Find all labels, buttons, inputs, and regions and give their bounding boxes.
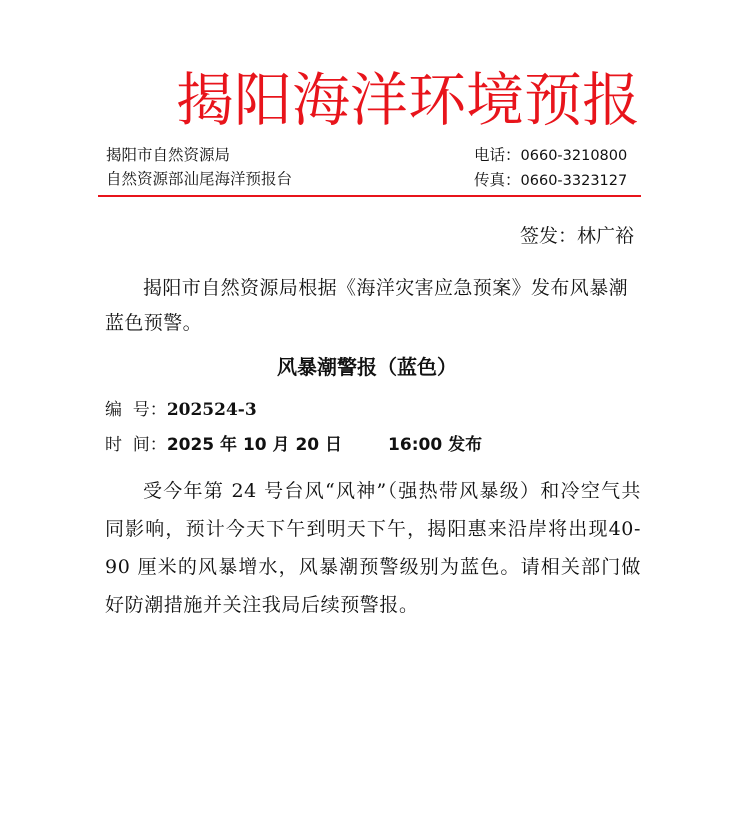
fax-row	[474, 168, 627, 193]
signer-line	[520, 222, 634, 250]
issuer-line-2: 自然资源部汕尾海洋预报台	[106, 170, 293, 188]
masthead-title: 揭阳海洋环境预报	[175, 66, 640, 134]
number-label: 编 号：	[105, 400, 167, 420]
issuer-block	[106, 143, 292, 191]
signer-label: 签发：	[519, 225, 577, 247]
bulletin-number-row	[105, 397, 257, 423]
bulletin-body: 受今年第 24 号台风“风神”（强热带风暴级）和冷空气共同影响，预计今天下午到明天下午，揭阳惠来沿岸将出现40-90 厘米的风暴增水，风暴潮预警级别为蓝色。请相关部门做好防潮措施并关注我局后续预警报。	[105, 480, 641, 616]
phone-row	[474, 143, 627, 168]
number-value: 202524-3	[166, 400, 257, 420]
time-label: 时 间：	[105, 435, 167, 455]
time-issue: 16:00 发布	[388, 435, 483, 455]
fax-number: 0660-3323127	[520, 173, 628, 189]
fax-label: 传真：	[474, 171, 521, 189]
signer-name: 林广裕	[576, 225, 634, 247]
intro-paragraph: 揭阳市自然资源局根据《海洋灾害应急预案》发布风暴潮蓝色预警。	[105, 277, 629, 334]
phone-number: 0660-3210800	[520, 148, 628, 164]
bulletin-title: 风暴潮警报（蓝色）	[277, 355, 457, 379]
phone-label: 电话：	[474, 146, 521, 164]
bulletin-time-row	[105, 432, 482, 458]
issuer-line-1: 揭阳市自然资源局	[106, 146, 231, 164]
contact-block	[474, 143, 627, 193]
header-divider	[98, 195, 641, 197]
time-value: 2025 年 10 月 20 日	[166, 435, 343, 455]
